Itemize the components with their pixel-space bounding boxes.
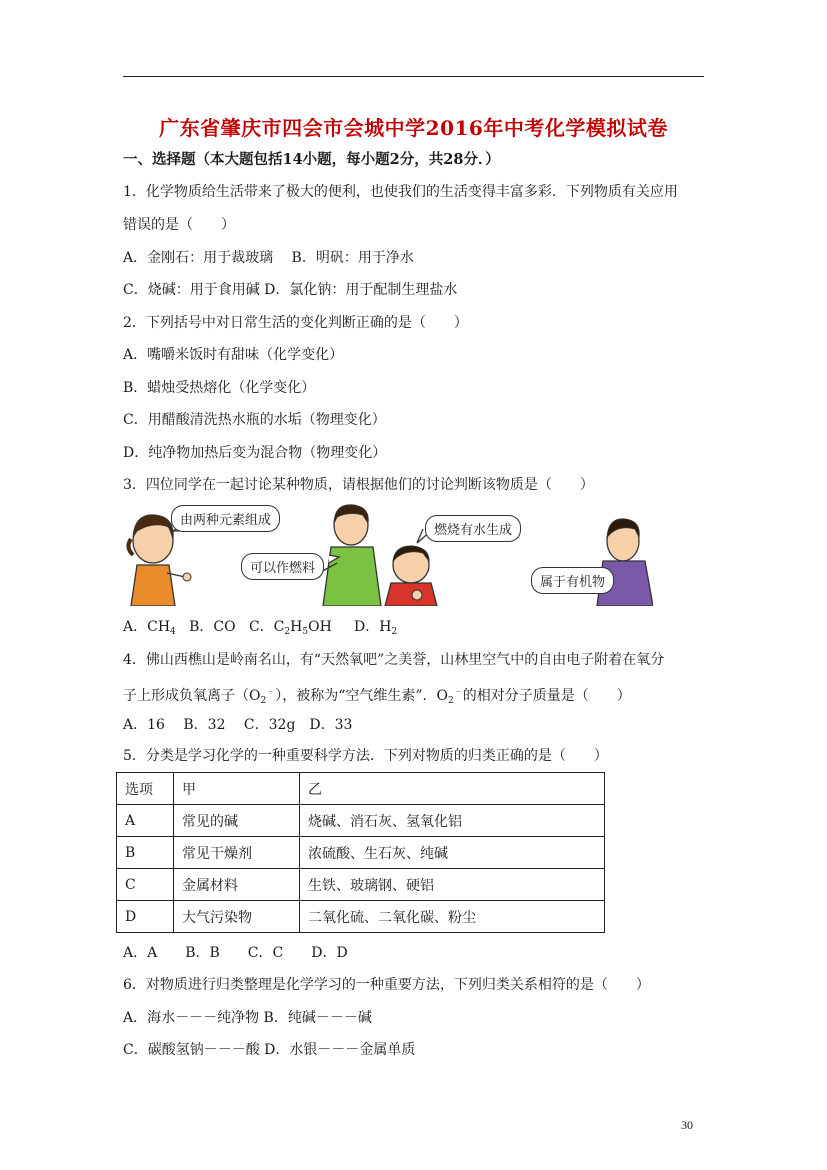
page-number: 30 <box>681 1118 693 1132</box>
q5-stem: 5．分类是学习化学的一种重要科学方法．下列对物质的归类正确的是（ ） <box>123 748 608 764</box>
table-header-row <box>117 773 605 805</box>
q4-stem-line2: 子上形成负氧离子$(O_2^﹣)$，被称为“空气维生素”．$O_2^﹣$的相对分子质量是（ ） <box>123 687 631 706</box>
q2-stem: 2．下列括号中对日常生活的变化判断正确的是（ ） <box>123 315 468 331</box>
table-cell: 常见干燥剂 <box>174 837 300 869</box>
q2-option-b: B．蜡烛受热熔化（化学变化） <box>123 380 316 396</box>
q3-option-a: A．$CH_4$ <box>123 619 176 637</box>
table-header-cell: 甲 <box>174 773 300 805</box>
table-cell: D <box>117 901 174 933</box>
q6-options-line1: A．海水－－－纯净物 B．纯碱－－－碱 <box>123 1010 372 1026</box>
student-boy-green-icon <box>313 505 381 606</box>
q5-options: A．A B．B C．C D．D <box>123 945 348 961</box>
q4-options: A．16 B．32 C．32g D．33 <box>123 717 353 733</box>
table-cell: C <box>117 869 174 901</box>
speech-bubble-4: 属于有机物 <box>531 567 614 594</box>
speech-bubble-2: 可以作燃料 <box>241 553 324 580</box>
table-row <box>117 901 605 933</box>
classification-table <box>116 772 605 933</box>
discussion-illustration <box>123 503 653 606</box>
section-heading: 一、选择题（本大题包括14小题，每小题2分，共28分．） <box>123 151 500 168</box>
table-cell: 烧碱、消石灰、氢氧化铝 <box>300 805 605 837</box>
table-cell: B <box>117 837 174 869</box>
q1-options-line1: A．金刚石：用于裁玻璃 B．明矾：用于净水 <box>123 250 414 266</box>
table-row <box>117 869 605 901</box>
table-cell: 大气污染物 <box>174 901 300 933</box>
table-cell: 生铁、玻璃钢、硬铝 <box>300 869 605 901</box>
q2-option-c: C．用醋酸清洗热水瓶的水垢（物理变化） <box>123 412 386 428</box>
q3-option-b: B．CO <box>189 619 236 635</box>
table-cell: 二氧化硫、二氧化碳、粉尘 <box>300 901 605 933</box>
table-cell: 金属材料 <box>174 869 300 901</box>
q6-stem: 6．对物质进行归类整理是化学学习的一种重要方法，下列归类关系相符的是（ ） <box>123 977 650 993</box>
table-header-cell: 选项 <box>117 773 174 805</box>
q2-option-a: A．嘴嚼米饭时有甜味（化学变化） <box>123 347 344 363</box>
table-row <box>117 837 605 869</box>
q2-option-d: D．纯净物加热后变为混合物（物理变化） <box>123 445 387 461</box>
table-cell: A <box>117 805 174 837</box>
header-rule <box>123 76 704 77</box>
q1-stem-line1: 1．化学物质给生活带来了极大的便利，也使我们的生活变得丰富多彩．下列物质有关应用 <box>123 184 678 200</box>
speech-bubble-3: 燃烧有水生成 <box>425 515 521 542</box>
table-cell: 常见的碱 <box>174 805 300 837</box>
speech-bubble-1: 由两种元素组成 <box>171 505 280 532</box>
table-row <box>117 805 605 837</box>
table-header-cell: 乙 <box>300 773 605 805</box>
q4-stem-line1: 4．佛山西樵山是岭南名山，有“天然氧吧”之美誉，山林里空气中的自由电子附着在氧分 <box>123 652 665 668</box>
table-cell: 浓硫酸、生石灰、纯碱 <box>300 837 605 869</box>
exam-title: 广东省肇庆市四会市会城中学2016年中考化学模拟试卷 <box>159 116 668 140</box>
q3-options <box>123 618 397 641</box>
q3-stem: 3．四位同学在一起讨论某种物质，请根据他们的讨论判断该物质是（ ） <box>123 477 594 493</box>
q1-options-line2: C．烧碱：用于食用碱 D．氯化钠：用于配制生理盐水 <box>123 282 458 298</box>
q3-option-c: C．$C_2H_5OH$ <box>248 619 332 637</box>
q1-stem-line2: 错误的是（ ） <box>123 217 235 233</box>
q6-options-line2: C．碳酸氢钠－－－酸 D．水银－－－金属单质 <box>123 1042 416 1058</box>
student-boy-red-icon <box>385 546 437 606</box>
q3-option-d: D．$H_2$ <box>354 619 398 637</box>
